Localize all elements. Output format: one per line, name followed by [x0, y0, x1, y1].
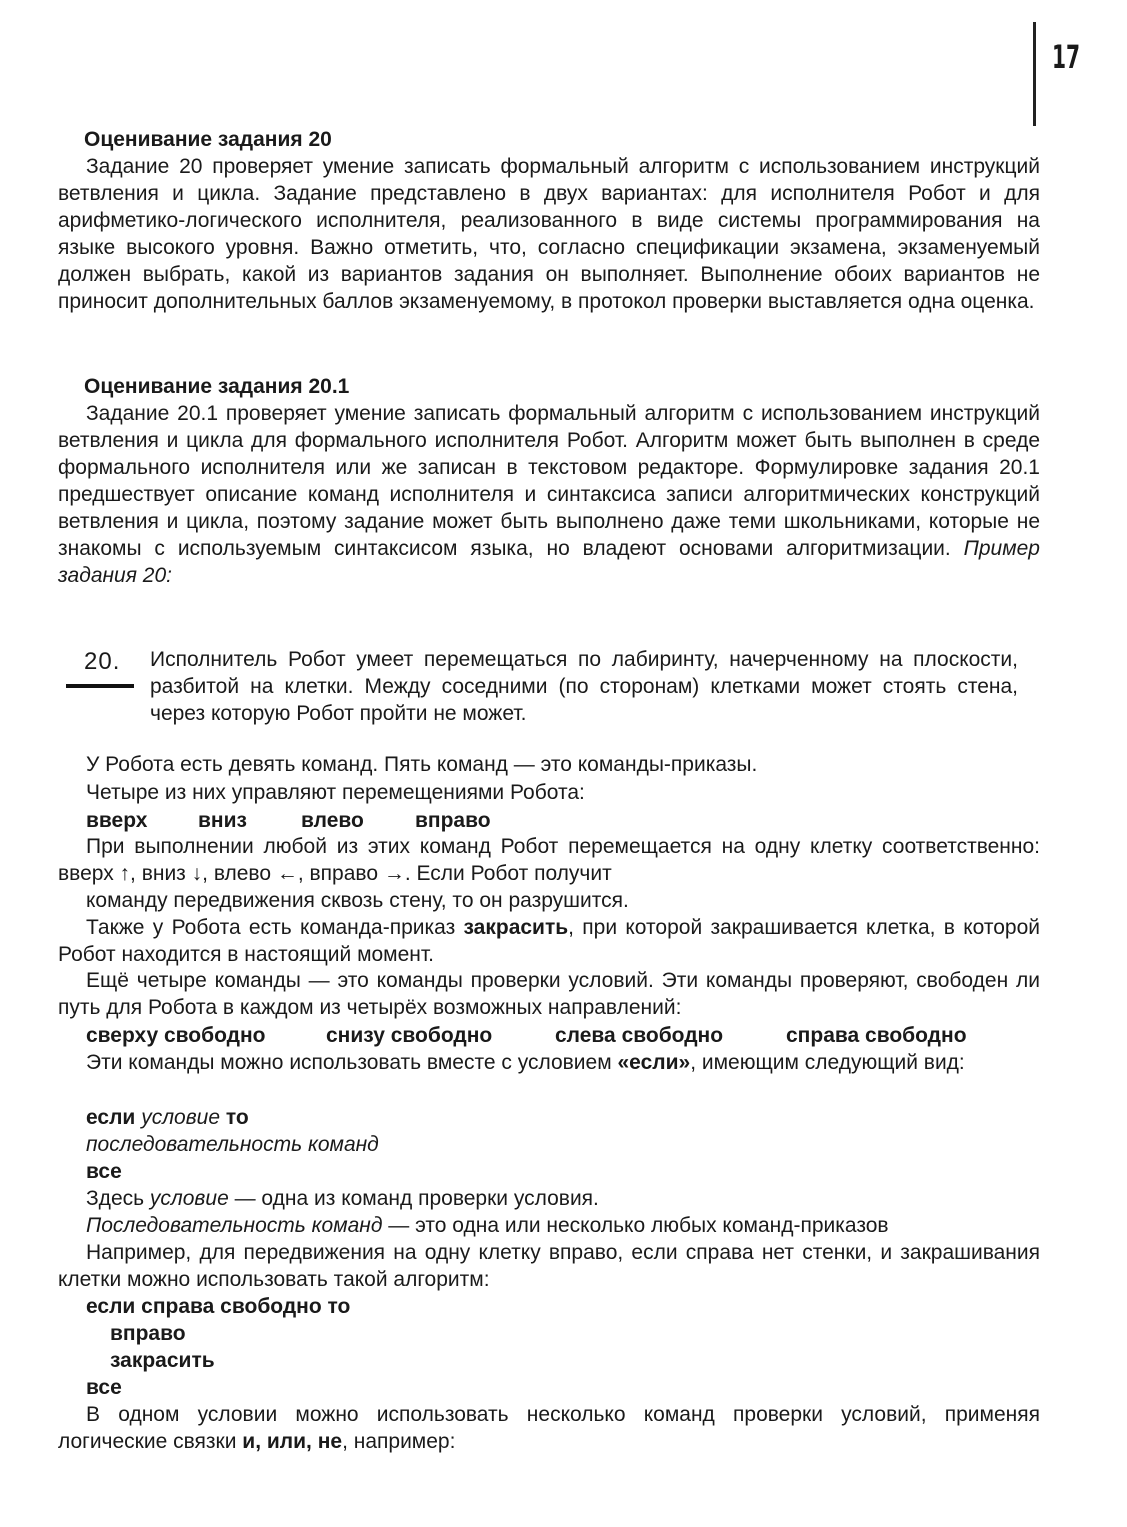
check-command-left: слева свободно	[555, 1024, 724, 1047]
check-command-down: снизу свободно	[326, 1024, 493, 1047]
check-commands	[86, 1022, 967, 1049]
page-margin-rule	[1033, 22, 1036, 126]
paragraph-check: Ещё четыре команды — это команды проверки условий. Эти команды проверяют, свободен ли путь для Робота в каждом из четырёх возможных направлений:	[58, 969, 1040, 1019]
paragraph-paint: Также у Робота есть команда-приказ закрасить, при которой закрашивается клетка, в которой Робот находится в настоящий момент.	[58, 916, 1041, 966]
syntax-if-line: если условие то	[86, 1106, 249, 1129]
section-heading-20: Оценивание задания 20	[84, 128, 332, 151]
paragraph-example: Например, для передвижения на одну клетку вправо, если справа нет стенки, и закрашивания клетки можно использовать такой алгоритм:	[58, 1241, 1040, 1291]
section-paragraph-20-1: Задание 20.1 проверяет умение записать формальный алгоритм с использованием инструкций ветвления и цикла для формального исполнителя Робот. Алгоритм может быть выполнен в среде формального исполнителя или же записан в текстовом редакторе. Формулировке задания 20.1 предшествует описание команд исполнителя и синтаксиса записи алгоритмических конструкций ветвления и цикла, поэтому задание может быть выполнено даже теми школьниками, которые не знакомы с используемым синтаксисом языка, но владеют основами алгоритмизации. Пример задания 20:	[58, 402, 1040, 587]
paragraph-moves-end: команду передвижения сквозь стену, то он разрушится.	[86, 889, 629, 912]
task-number-underline	[66, 684, 134, 688]
paragraph-moves: При выполнении любой из этих команд Робот перемещается на одну клетку соответственно: вверх ↑, вниз ↓, влево ←, вправо →. Если Робот получит	[58, 835, 1040, 885]
task-number: 20.	[84, 648, 121, 675]
move-command-up: вверх	[86, 809, 148, 832]
paragraph-if: Эти команды можно использовать вместе с условием «если», имеющим следующий вид:	[86, 1051, 965, 1074]
page-number: 17	[1052, 38, 1081, 76]
paint-command: закрасить	[463, 916, 569, 939]
logic-words: и, или, не	[242, 1430, 343, 1453]
example-label: Пример задания 20:	[58, 537, 1040, 587]
example-code-line-4: все	[86, 1376, 122, 1399]
section-paragraph-20: Задание 20 проверяет умение записать формальный алгоритм с использованием инструкций ветвления и цикла. Задание представлено в двух вариантах: для исполнителя Робот и для арифметико-логического исполнителя, реализованного в виде системы программирования на языке высокого уровня. Важно отметить, что, согласно спецификации экзамена, экзаменуемый должен выбрать, какой из вариантов задания он выполняет. Выполнение обоих вариантов не приносит дополнительных баллов экзаменуемому, в протокол проверки выставляется одна оценка.	[58, 155, 1040, 313]
syntax-sequence-line: последовательность команд	[86, 1133, 379, 1156]
paragraph-here: Здесь условие — одна из команд проверки условия.	[86, 1187, 599, 1210]
task-text: Исполнитель Робот умеет перемещаться по лабиринту, начерченному на плоскости, разбитой на клетки. Между соседними (по сторонам) клетками может стоять стена, через которую Робот пройти не может.	[150, 648, 1018, 725]
syntax-end-line: все	[86, 1160, 122, 1183]
check-command-right: справа свободно	[786, 1024, 967, 1047]
body-line-moves-intro: Четыре из них управляют перемещениями Робота:	[86, 781, 585, 804]
example-code-line-3: закрасить	[110, 1349, 215, 1372]
body-line-commands-count: У Робота есть девять команд. Пять команд — это команды-приказы.	[86, 753, 758, 776]
move-command-down: вниз	[198, 809, 247, 832]
move-commands	[86, 807, 491, 834]
paragraph-sequence: Последовательность команд — это одна или несколько любых команд-приказов	[86, 1214, 889, 1237]
example-code-line-1: если справа свободно то	[86, 1295, 351, 1318]
section-heading-20-1: Оценивание задания 20.1	[84, 375, 350, 398]
example-code-line-2: вправо	[110, 1322, 186, 1345]
move-command-right: вправо	[415, 809, 491, 832]
check-command-up: сверху свободно	[86, 1024, 266, 1047]
paragraph-logic: В одном условии можно использовать несколько команд проверки условий, применяя логические связки и, или, не, например:	[58, 1403, 1040, 1453]
if-keyword: «если»	[617, 1051, 691, 1074]
move-command-left: влево	[301, 809, 364, 832]
